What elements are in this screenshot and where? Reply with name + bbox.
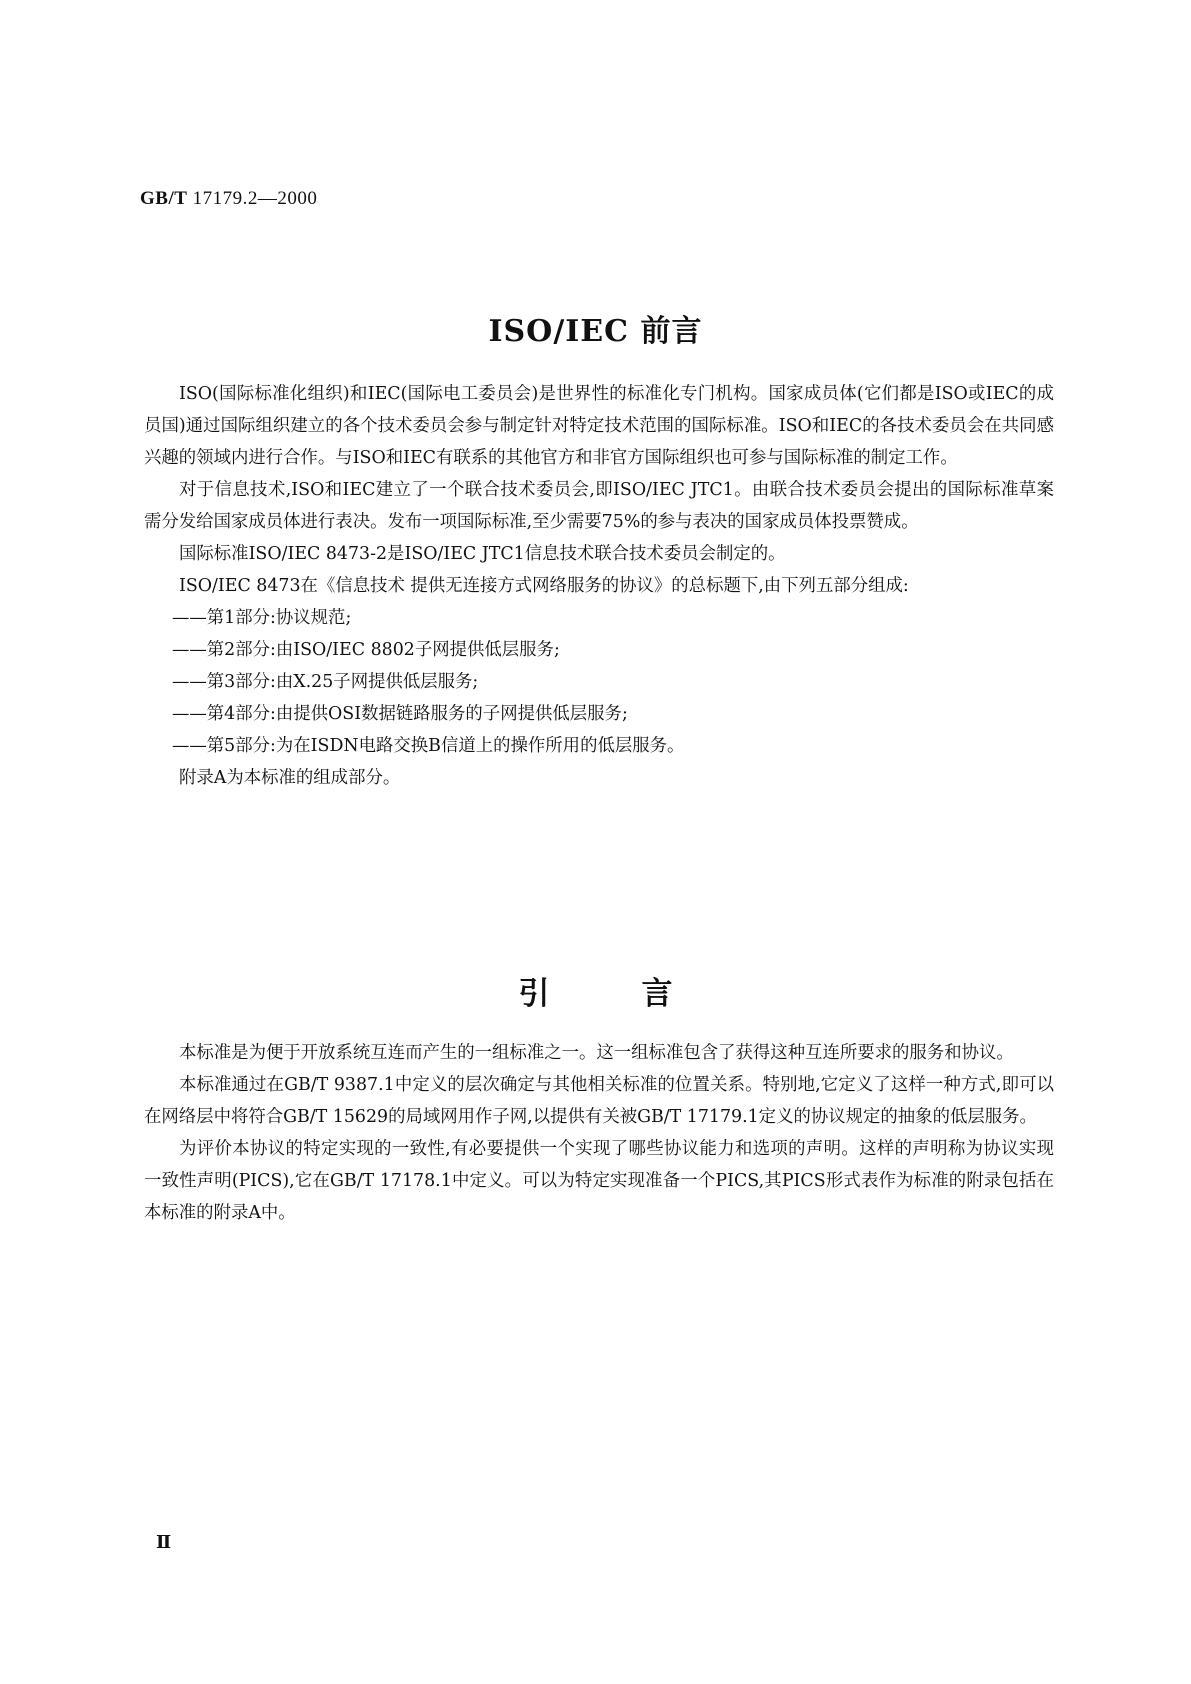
document-code-number: 17179.2—2000 <box>192 188 318 209</box>
page-number: Ⅱ <box>156 1532 172 1553</box>
foreword-paragraph: 对于信息技术,ISO和IEC建立了一个联合技术委员会,即ISO/IEC JTC1。由联合技术委员会提出的国际标准草案需分发给国家成员体进行表决。发布一项国际标准,至少需要75%的参与表决的国家成员体投票赞成。 <box>144 480 1054 532</box>
introduction-title-char: 言 <box>641 976 673 1012</box>
introduction-title <box>0 968 1191 1013</box>
part-list-item: ——第2部分:由ISO/IEC 8802子网提供低层服务; <box>172 640 560 660</box>
foreword-body <box>144 378 1054 794</box>
introduction-paragraph: 本标准通过在GB/T 9387.1中定义的层次确定与其他相关标准的位置关系。特别地,它定义了这样一种方式,即可以在网络层中将符合GB/T 15629的局域网用作子网,以提供有关被GB/T 17179.1定义的协议规定的抽象的低层服务。 <box>144 1075 1054 1127</box>
part-list-item: ——第4部分:由提供OSI数据链路服务的子网提供低层服务; <box>172 704 628 724</box>
introduction-paragraph: 为评价本协议的特定实现的一致性,有必要提供一个实现了哪些协议能力和选项的声明。这样的声明称为协议实现一致性声明(PICS),它在GB/T 17178.1中定义。可以为特定实现准备一个PICS,其PICS形式表作为标准的附录包括在本标准的附录A中。 <box>144 1139 1054 1223</box>
part-list-item: ——第3部分:由X.25子网提供低层服务; <box>172 672 479 692</box>
introduction-paragraph: 本标准是为便于开放系统互连而产生的一组标准之一。这一组标准包含了获得这种互连所要求的服务和协议。 <box>179 1043 1014 1063</box>
foreword-paragraph: ISO(国际标准化组织)和IEC(国际电工委员会)是世界性的标准化专门机构。国家成员体(它们都是ISO或IEC的成员国)通过国际组织建立的各个技术委员会参与制定针对特定技术范围的国际标准。ISO和IEC的各技术委员会在共同感兴趣的领域内进行合作。与ISO和IEC有联系的其他官方和非官方国际组织也可参与国际标准的制定工作。 <box>144 384 1054 468</box>
document-code-prefix: GB/T <box>140 188 188 209</box>
document-code <box>140 188 317 210</box>
part-list-item: ——第5部分:为在ISDN电路交换B信道上的操作所用的低层服务。 <box>172 736 685 756</box>
foreword-paragraph: ISO/IEC 8473在《信息技术 提供无连接方式网络服务的协议》的总标题下,由下列五部分组成: <box>179 576 909 596</box>
introduction-body <box>144 1037 1054 1229</box>
annex-note: 附录A为本标准的组成部分。 <box>179 768 401 788</box>
introduction-title-char: 引 <box>518 976 550 1012</box>
foreword-paragraph: 国际标准ISO/IEC 8473-2是ISO/IEC JTC1信息技术联合技术委员会制定的。 <box>179 544 786 564</box>
foreword-title: ISO/IEC 前言 <box>488 314 703 349</box>
part-list-item: ——第1部分:协议规范; <box>172 608 352 628</box>
